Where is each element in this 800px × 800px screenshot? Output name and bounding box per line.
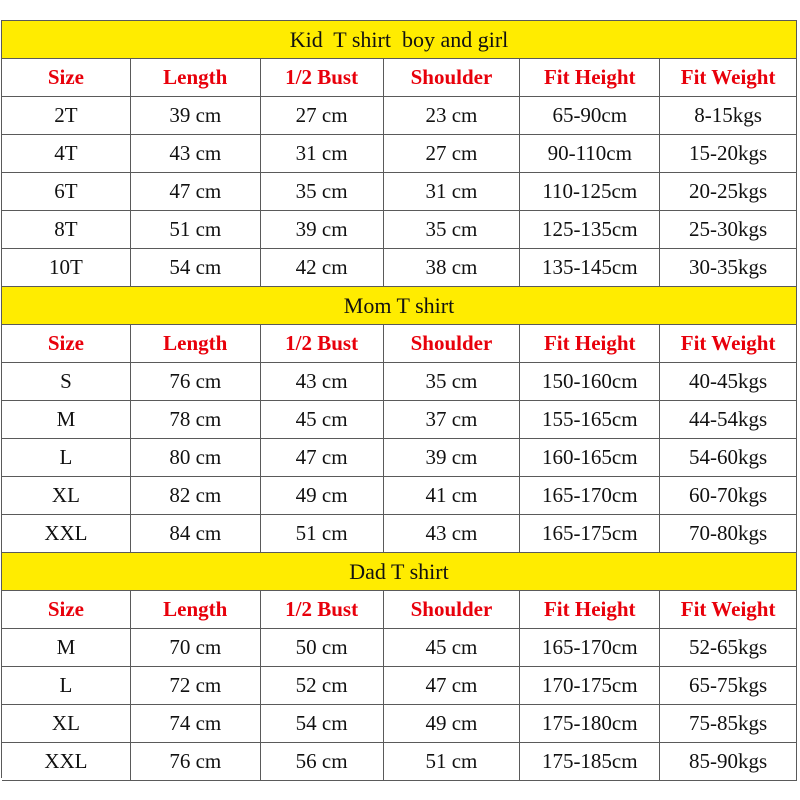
mom-size-section [2, 287, 797, 553]
column-header-size: Size [2, 591, 131, 629]
fit-weight-cell: 15-20kgs [660, 135, 797, 173]
length-cell: 43 cm [131, 135, 261, 173]
half-bust-cell: 39 cm [261, 211, 384, 249]
column-header-fit-weight: Fit Weight [660, 59, 797, 97]
shoulder-cell: 51 cm [384, 743, 521, 781]
half-bust-cell: 47 cm [261, 439, 384, 477]
column-header-half-bust: 1/2 Bust [261, 59, 384, 97]
table-row [2, 249, 797, 287]
table-row [2, 97, 797, 135]
fit-height-cell: 135-145cm [520, 249, 660, 287]
section-title: Kid T shirt boy and girl [2, 21, 797, 59]
shoulder-cell: 39 cm [384, 439, 521, 477]
half-bust-cell: 31 cm [261, 135, 384, 173]
column-header-size: Size [2, 59, 131, 97]
half-bust-cell: 54 cm [261, 705, 384, 743]
half-bust-cell: 49 cm [261, 477, 384, 515]
size-cell: XXL [2, 743, 131, 781]
fit-weight-cell: 75-85kgs [660, 705, 797, 743]
fit-weight-cell: 30-35kgs [660, 249, 797, 287]
fit-height-cell: 155-165cm [520, 401, 660, 439]
shoulder-cell: 35 cm [384, 363, 521, 401]
fit-weight-cell: 25-30kgs [660, 211, 797, 249]
half-bust-cell: 42 cm [261, 249, 384, 287]
fit-height-cell: 90-110cm [520, 135, 660, 173]
table-row [2, 743, 797, 781]
length-cell: 80 cm [131, 439, 261, 477]
size-cell: L [2, 667, 131, 705]
length-cell: 70 cm [131, 629, 261, 667]
half-bust-cell: 50 cm [261, 629, 384, 667]
size-cell: M [2, 401, 131, 439]
size-cell: XL [2, 477, 131, 515]
table-row [2, 211, 797, 249]
half-bust-cell: 45 cm [261, 401, 384, 439]
length-cell: 82 cm [131, 477, 261, 515]
size-cell: 6T [2, 173, 131, 211]
fit-height-cell: 175-180cm [520, 705, 660, 743]
length-cell: 39 cm [131, 97, 261, 135]
fit-weight-cell: 54-60kgs [660, 439, 797, 477]
fit-weight-cell: 20-25kgs [660, 173, 797, 211]
table-row [2, 135, 797, 173]
column-header-half-bust: 1/2 Bust [261, 591, 384, 629]
length-cell: 76 cm [131, 363, 261, 401]
fit-weight-cell: 8-15kgs [660, 97, 797, 135]
fit-height-cell: 175-185cm [520, 743, 660, 781]
column-header-row [2, 591, 797, 629]
dad-size-section [2, 553, 797, 781]
half-bust-cell: 35 cm [261, 173, 384, 211]
fit-height-cell: 165-175cm [520, 515, 660, 553]
column-header-row [2, 59, 797, 97]
table-row [2, 667, 797, 705]
fit-weight-cell: 40-45kgs [660, 363, 797, 401]
column-header-length: Length [131, 59, 261, 97]
half-bust-cell: 52 cm [261, 667, 384, 705]
fit-weight-cell: 85-90kgs [660, 743, 797, 781]
fit-weight-cell: 70-80kgs [660, 515, 797, 553]
fit-height-cell: 150-160cm [520, 363, 660, 401]
shoulder-cell: 49 cm [384, 705, 521, 743]
column-header-length: Length [131, 325, 261, 363]
section-title: Mom T shirt [2, 287, 797, 325]
fit-height-cell: 170-175cm [520, 667, 660, 705]
column-header-row [2, 325, 797, 363]
column-header-shoulder: Shoulder [384, 59, 521, 97]
table-row [2, 401, 797, 439]
shoulder-cell: 37 cm [384, 401, 521, 439]
size-cell: L [2, 439, 131, 477]
size-cell: S [2, 363, 131, 401]
length-cell: 78 cm [131, 401, 261, 439]
fit-height-cell: 165-170cm [520, 629, 660, 667]
shoulder-cell: 31 cm [384, 173, 521, 211]
column-header-fit-weight: Fit Weight [660, 591, 797, 629]
fit-height-cell: 160-165cm [520, 439, 660, 477]
section-title: Dad T shirt [2, 553, 797, 591]
size-cell: 4T [2, 135, 131, 173]
fit-weight-cell: 60-70kgs [660, 477, 797, 515]
table-row [2, 705, 797, 743]
length-cell: 47 cm [131, 173, 261, 211]
fit-height-cell: 65-90cm [520, 97, 660, 135]
fit-weight-cell: 52-65kgs [660, 629, 797, 667]
kid-size-section [2, 21, 797, 287]
fit-height-cell: 125-135cm [520, 211, 660, 249]
length-cell: 74 cm [131, 705, 261, 743]
half-bust-cell: 51 cm [261, 515, 384, 553]
length-cell: 51 cm [131, 211, 261, 249]
column-header-half-bust: 1/2 Bust [261, 325, 384, 363]
shoulder-cell: 23 cm [384, 97, 521, 135]
half-bust-cell: 27 cm [261, 97, 384, 135]
size-cell: XXL [2, 515, 131, 553]
length-cell: 76 cm [131, 743, 261, 781]
column-header-shoulder: Shoulder [384, 591, 521, 629]
size-cell: M [2, 629, 131, 667]
table-row [2, 629, 797, 667]
column-header-shoulder: Shoulder [384, 325, 521, 363]
length-cell: 54 cm [131, 249, 261, 287]
shoulder-cell: 35 cm [384, 211, 521, 249]
fit-height-cell: 165-170cm [520, 477, 660, 515]
shoulder-cell: 27 cm [384, 135, 521, 173]
column-header-fit-height: Fit Height [520, 325, 660, 363]
fit-height-cell: 110-125cm [520, 173, 660, 211]
size-cell: 10T [2, 249, 131, 287]
shoulder-cell: 38 cm [384, 249, 521, 287]
fit-weight-cell: 65-75kgs [660, 667, 797, 705]
shoulder-cell: 43 cm [384, 515, 521, 553]
shoulder-cell: 45 cm [384, 629, 521, 667]
length-cell: 84 cm [131, 515, 261, 553]
table-row [2, 439, 797, 477]
size-cell: 2T [2, 97, 131, 135]
column-header-fit-height: Fit Height [520, 59, 660, 97]
column-header-fit-height: Fit Height [520, 591, 660, 629]
column-header-size: Size [2, 325, 131, 363]
half-bust-cell: 43 cm [261, 363, 384, 401]
table-row [2, 173, 797, 211]
size-chart-table [1, 20, 797, 778]
fit-weight-cell: 44-54kgs [660, 401, 797, 439]
table-row [2, 363, 797, 401]
half-bust-cell: 56 cm [261, 743, 384, 781]
column-header-fit-weight: Fit Weight [660, 325, 797, 363]
column-header-length: Length [131, 591, 261, 629]
size-cell: 8T [2, 211, 131, 249]
shoulder-cell: 41 cm [384, 477, 521, 515]
length-cell: 72 cm [131, 667, 261, 705]
size-cell: XL [2, 705, 131, 743]
shoulder-cell: 47 cm [384, 667, 521, 705]
table-row [2, 477, 797, 515]
table-row [2, 515, 797, 553]
